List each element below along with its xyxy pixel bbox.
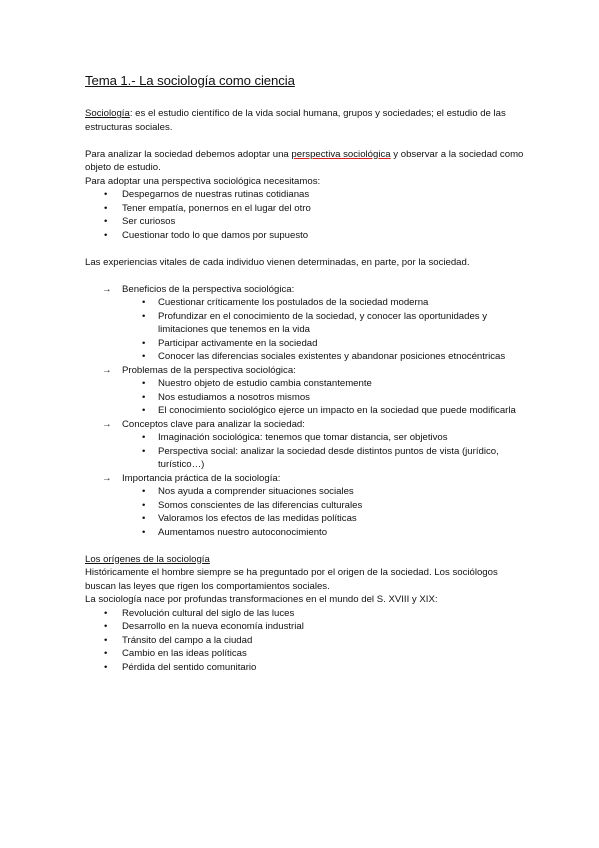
analysis-paragraph [85, 148, 525, 175]
origins-list [85, 607, 525, 675]
bullet-icon: • [142, 310, 146, 322]
bullet-icon: • [104, 216, 108, 227]
bullet-icon: • [104, 202, 108, 214]
list-item [85, 377, 525, 391]
list-item [85, 215, 525, 229]
list-item-text: Imaginación sociológica: tenemos que tomar distancia, ser objetivos [158, 432, 448, 443]
bullet-icon: • [142, 337, 146, 349]
definition-term: Sociología [85, 108, 130, 119]
list-item-text: Cambio en las ideas políticas [122, 648, 247, 659]
arrow-icon: → [102, 364, 112, 376]
list-item [85, 229, 525, 243]
list-item-text: Participar activamente en la sociedad [158, 337, 318, 349]
list-item-text: Nos ayuda a comprender situaciones sociales [158, 486, 354, 497]
list-item-text: Valoramos los efectos de las medidas políticas [158, 513, 357, 524]
origins-paragraph-2: La sociología nace por profundas transformaciones en el mundo del S. XVIII y XIX: [85, 594, 438, 605]
list-item-text: Ser curiosos [122, 216, 176, 227]
definition-paragraph [85, 107, 525, 134]
bullet-icon: • [142, 378, 146, 389]
list-item [85, 350, 525, 364]
sections-list [85, 283, 525, 540]
bullet-icon: • [104, 661, 108, 673]
arrow-icon: → [102, 472, 112, 484]
arrow-icon: → [102, 418, 112, 430]
list-item-text: Tránsito del campo a la ciudad [122, 634, 253, 646]
list-item [85, 445, 525, 472]
bullet-icon: • [142, 405, 146, 416]
list-item [85, 634, 525, 648]
list-item-text: Aumentamos nuestro autoconocimiento [158, 526, 328, 538]
arrow-icon: → [102, 283, 112, 295]
list-item-text: Despegarnos de nuestras rutinas cotidianas [122, 189, 310, 200]
bullet-icon: • [142, 513, 146, 524]
list-item-text: Profundizar en el conocimiento de la sociedad, y conocer las oportunidades y limitaciones que tenemos en la vida [158, 310, 488, 335]
list-item-text: El conocimiento sociológico ejerce un impacto en la sociedad que puede modificarla [158, 405, 516, 416]
list-item-text: Perspectiva social: analizar la sociedad desde distintos puntos de vista (jurídico, turístico…) [158, 445, 499, 470]
bullet-icon: • [142, 486, 146, 497]
list-item [85, 404, 525, 418]
section-heading [85, 283, 525, 297]
section-heading-text: Importancia práctica de la sociología: [122, 472, 281, 484]
list-item [85, 607, 525, 621]
list-item [85, 431, 525, 445]
needs-list [85, 188, 525, 242]
bullet-icon: • [104, 634, 108, 646]
bullet-icon: • [104, 621, 108, 632]
bullet-icon: • [142, 499, 146, 511]
list-item-text: Nuestro objeto de estudio cambia constantemente [158, 378, 372, 389]
definition-text: : es el estudio científico de la vida social humana, grupos y sociedades; el estudio de las estructuras sociales. [85, 108, 506, 133]
spellcheck-highlight: perspectiva sociológica [291, 148, 391, 160]
list-item-text: Revolución cultural del siglo de las luces [122, 607, 295, 619]
list-item [85, 620, 525, 634]
section-heading-text: Problemas de la perspectiva sociológica: [122, 364, 296, 376]
bullet-icon: • [142, 526, 146, 538]
list-item-text: Cuestionar críticamente los postulados de la sociedad moderna [158, 297, 429, 308]
list-item [85, 188, 525, 202]
list-item-text: Pérdida del sentido comunitario [122, 661, 257, 673]
section-heading [85, 418, 525, 432]
list-item [85, 485, 525, 499]
origins-heading: Los orígenes de la sociología [85, 553, 210, 565]
bullet-icon: • [142, 297, 146, 308]
bullet-icon: • [104, 648, 108, 659]
section-heading [85, 364, 525, 378]
list-item-text: Desarrollo en la nueva economía industrial [122, 621, 304, 632]
list-item [85, 296, 525, 310]
bullet-icon: • [142, 445, 146, 457]
section-heading-text: Conceptos clave para analizar la sociedad: [122, 418, 305, 430]
list-item [85, 202, 525, 216]
needs-intro: Para adoptar una perspectiva sociológica necesitamos: [85, 175, 321, 187]
experiences-paragraph: Las experiencias vitales de cada individuo vienen determinadas, en parte, por la sociedad. [85, 256, 470, 268]
list-item [85, 512, 525, 526]
bullet-icon: • [104, 229, 108, 241]
page-title: Tema 1.- La sociología como ciencia [85, 73, 295, 88]
bullet-icon: • [142, 391, 146, 403]
list-item-text: Tener empatía, ponernos en el lugar del otro [122, 202, 311, 214]
list-item-text: Somos conscientes de las diferencias culturales [158, 499, 363, 511]
list-item-text: Cuestionar todo lo que damos por supuesto [122, 229, 309, 241]
list-item [85, 391, 525, 405]
origins-paragraph-1: Históricamente el hombre siempre se ha preguntado por el origen de la sociedad. Los sociólogos buscan las leyes que rigen los comportamientos sociales. [85, 567, 498, 592]
analysis-text-before: Para analizar la sociedad debemos adoptar una [85, 148, 292, 160]
document-body [85, 72, 525, 674]
list-item [85, 661, 525, 675]
bullet-icon: • [104, 189, 108, 200]
bullet-icon: • [142, 432, 146, 443]
list-item [85, 526, 525, 540]
section-heading [85, 472, 525, 486]
list-item-text: Nos estudiamos a nosotros mismos [158, 391, 310, 403]
list-item [85, 337, 525, 351]
list-item [85, 499, 525, 513]
section-heading-text: Beneficios de la perspectiva sociológica: [122, 283, 295, 295]
list-item-text: Conocer las diferencias sociales existentes y abandonar posiciones etnocéntricas [158, 351, 506, 362]
list-item [85, 647, 525, 661]
bullet-icon: • [104, 607, 108, 619]
bullet-icon: • [142, 351, 146, 362]
list-item [85, 310, 525, 337]
analysis-text-after: y observar a la sociedad como objeto de estudio. [85, 148, 524, 173]
